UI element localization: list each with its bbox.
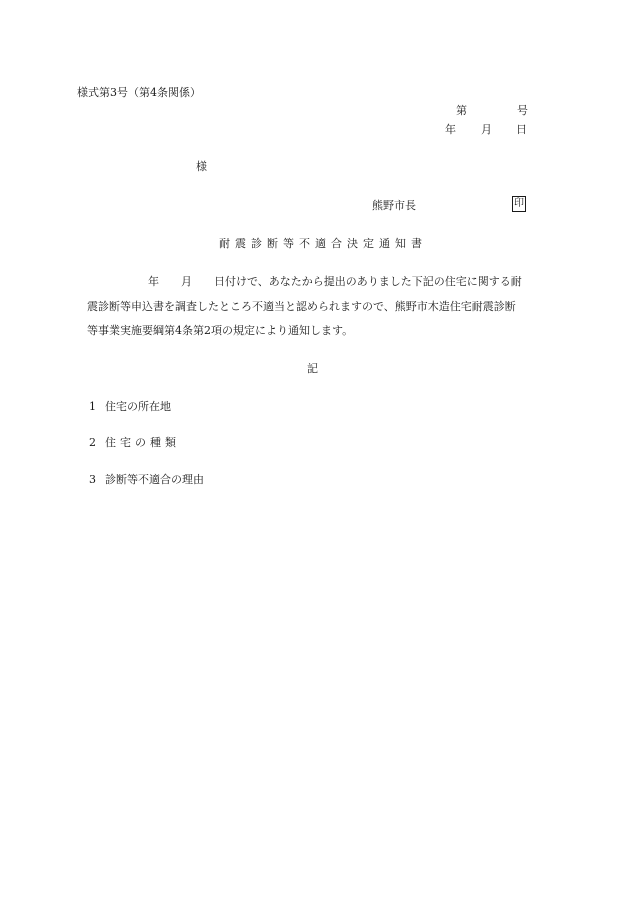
- ki-heading: 記: [307, 362, 318, 375]
- list-item-number: 3: [89, 473, 96, 486]
- list-item: [89, 437, 180, 448]
- addressee-honorific: 様: [196, 160, 207, 173]
- body-line-2: 震診断等申込書を調査したところ不適当と認められますので、熊野市木造住宅耐震診断: [87, 300, 516, 313]
- body-line-3: 等事業実施要綱第4条第2項の規定により通知します。: [87, 324, 354, 337]
- body-line-1: [148, 276, 522, 287]
- body-month-label: 月: [181, 275, 192, 288]
- issuer-name: 熊野市長: [372, 199, 416, 212]
- list-item: [89, 401, 171, 412]
- date-year-label: 年: [445, 123, 456, 136]
- list-item-number: 1: [89, 400, 96, 413]
- seal-stamp: 印: [512, 196, 526, 212]
- document-number-label: 第: [456, 104, 467, 117]
- document-number-suffix: 号: [517, 104, 528, 117]
- body-year-label: 年: [148, 275, 159, 288]
- list-item-label: 住宅の種類: [105, 436, 180, 449]
- date-day-label: 日: [516, 123, 527, 136]
- date-month-label: 月: [481, 123, 492, 136]
- list-item-number: 2: [89, 436, 96, 449]
- body-line-1-text: 日付けで、あなたから提出のありました下記の住宅に関する耐: [214, 275, 522, 288]
- list-item-label: 住宅の所在地: [105, 400, 171, 413]
- form-number: 様式第3号（第4条関係）: [77, 86, 201, 99]
- list-item-label: 診断等不適合の理由: [105, 473, 204, 486]
- list-item: [89, 474, 204, 485]
- document-title: 耐震診断等不適合決定通知書: [219, 237, 427, 250]
